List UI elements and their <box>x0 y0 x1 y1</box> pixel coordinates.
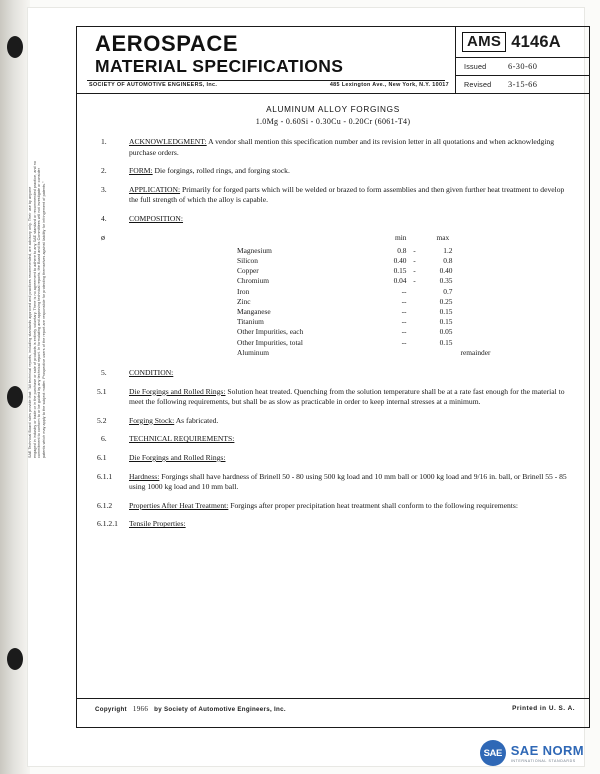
sae-norm-watermark <box>480 740 584 766</box>
table-row <box>237 297 490 307</box>
composition-dash <box>407 348 423 358</box>
composition-col-note <box>453 233 491 246</box>
clause-heading: Properties After Heat Treatment: <box>129 500 229 510</box>
hole-punch-top <box>7 36 23 58</box>
clause-number: 2. <box>101 166 107 176</box>
composition-min: -- <box>401 306 407 316</box>
composition-max: 0.7 <box>443 286 453 296</box>
revised-date: 3-15-66 <box>508 79 538 89</box>
composition-note <box>453 276 491 286</box>
composition-col-spacer <box>407 233 423 246</box>
composition-dash <box>407 297 423 307</box>
revised-label: Revised <box>464 79 492 89</box>
clause-text: Die forgings, rolled rings, and forging stock. <box>154 166 290 176</box>
composition-max: 0.15 <box>439 317 453 327</box>
composition-col-min: min <box>395 232 407 242</box>
clause-number: 4. <box>101 213 107 223</box>
composition-element: Iron <box>237 286 250 296</box>
composition-dash <box>407 317 423 327</box>
composition-dash: - <box>413 245 416 255</box>
clause-heading: FORM: <box>129 166 153 176</box>
watermark-tagline: INTERNATIONAL STANDARDS <box>510 758 576 763</box>
masthead-left <box>77 27 455 93</box>
printed-in-line: Printed in U. S. A. <box>512 705 575 712</box>
clause-text: As fabricated. <box>175 415 219 425</box>
watermark-text-stack <box>511 744 584 763</box>
composition-element: Chromium <box>237 276 270 286</box>
copyright-word: Copyright <box>95 706 127 713</box>
clause-die-forgings-rolled-rings <box>77 387 589 408</box>
clause-technical-requirements <box>77 434 589 445</box>
society-name: SOCIETY OF AUTOMOTIVE ENGINEERS, Inc. <box>89 82 218 88</box>
composition-max: 0.15 <box>439 306 453 316</box>
composition-max: 1.2 <box>443 245 453 255</box>
composition-col-max: max <box>436 232 450 242</box>
margin-legal-line: SAE Technical Board rules provide that: "All technical reports, including standards approved and practices recommended, are advisory only. Their use by anyone <box>28 186 32 458</box>
composition-min: 0.15 <box>393 266 407 276</box>
composition-dash <box>407 307 423 317</box>
hole-punch-middle <box>7 386 23 408</box>
masthead-title-aerospace: AEROSPACE <box>95 31 239 56</box>
composition-max: 0.40 <box>439 266 453 276</box>
composition-min: -- <box>401 337 407 347</box>
clause-heading: Hardness: <box>129 471 160 481</box>
composition-max <box>423 348 453 358</box>
composition-min: 0.8 <box>397 245 407 255</box>
copyright-line <box>95 705 286 713</box>
copyright-owner: by Society of Automotive Engineers, Inc. <box>154 706 286 713</box>
margin-legal-line: commitment to conform to or be guided by any technical report. In formulating and approving technical reports, the Board and its Committees will not investigate or consider <box>37 167 42 458</box>
hole-punch-bottom <box>7 648 23 670</box>
revised-date-row <box>456 75 590 93</box>
clause-number: 6. <box>101 434 107 444</box>
clause-text: A vendor shall mention this specification number and its revision letter in all quotations and when acknowledging purchase orders. <box>129 137 555 157</box>
clause-number: 6.1 <box>97 452 107 462</box>
form-border <box>76 26 590 728</box>
composition-dash: - <box>413 266 416 276</box>
composition-min: -- <box>401 327 407 337</box>
clause-heading: Die Forgings and Rolled Rings: <box>129 386 226 396</box>
clause-application <box>77 185 589 206</box>
table-row <box>237 317 490 327</box>
clause-hardness <box>77 472 589 493</box>
table-row <box>237 256 490 266</box>
composition-element: Silicon <box>237 255 258 265</box>
table-row <box>237 266 490 276</box>
sae-logo-icon: SAE <box>480 740 506 766</box>
composition-note <box>453 338 491 348</box>
composition-min: -- <box>401 296 407 306</box>
table-row <box>237 338 490 348</box>
clause-form <box>77 166 589 177</box>
spec-number: 4146A <box>511 32 561 51</box>
society-address: 485 Lexington Ave., New York, N.Y. 10017 <box>329 82 449 88</box>
composition-max: 0.15 <box>439 337 453 347</box>
composition-note <box>453 266 491 276</box>
masthead-rule <box>87 80 445 81</box>
composition-element: Magnesium <box>237 245 272 255</box>
composition-note <box>453 246 491 256</box>
composition-header-row <box>237 233 490 246</box>
table-row <box>237 327 490 337</box>
masthead-right <box>455 27 590 93</box>
clause-condition <box>77 368 589 379</box>
composition-element: Other Impurities, total <box>237 337 303 347</box>
composition-min: 0.40 <box>393 255 407 265</box>
clause-heading: Tensile Properties: <box>129 519 186 529</box>
clause-text: Forgings shall have hardness of Brinell 50 - 80 using 500 kg load and 10 mm ball or 1000 kg load and 9/16 in. ball, or Brinell 55 - 85 using 1000 kg load and 10 mm ball. <box>129 471 567 492</box>
clause-composition <box>77 214 589 225</box>
society-line <box>89 82 449 88</box>
clause-number: 1. <box>101 137 107 146</box>
clause-acknowledgment <box>77 137 589 158</box>
clause-heading: ACKNOWLEDGMENT: <box>129 137 207 146</box>
document-subtitle: 1.0Mg - 0.60Si - 0.30Cu - 0.20Cr (6061-T4) <box>255 117 411 126</box>
composition-max: 0.25 <box>439 296 453 306</box>
clause-text: Primarily for forged parts which will be welded or brazed to form assemblies and then given further heat treatment to develop the full strength of which the alloy is capable. <box>129 184 565 205</box>
composition-note <box>453 327 491 337</box>
table-row <box>237 287 490 297</box>
composition-element: Zinc <box>237 296 251 306</box>
clause-number: 5.2 <box>97 415 107 425</box>
table-row <box>237 276 490 286</box>
clause-number: 6.1.2.1 <box>97 519 118 529</box>
composition-min: -- <box>401 286 407 296</box>
composition-element: Copper <box>237 266 259 276</box>
clause-number: 3. <box>101 184 107 194</box>
clause-text: Forgings after proper precipitation heat treatment shall conform to the following requirements: <box>230 500 518 510</box>
composition-dash <box>407 338 423 348</box>
clause-heading: APPLICATION: <box>129 184 181 194</box>
clause-die-forgings-section <box>77 453 589 464</box>
copyright-year: 1966 <box>132 705 149 713</box>
clause-heading: TECHNICAL REQUIREMENTS: <box>129 434 235 444</box>
composition-min: -- <box>401 317 407 327</box>
composition-footnote-mark: ø <box>101 232 105 242</box>
masthead <box>77 27 589 94</box>
document-title: ALUMINUM ALLOY FORGINGS <box>266 105 400 114</box>
clause-number: 6.1.2 <box>97 500 113 510</box>
issued-date-row <box>456 57 590 75</box>
composition-dash: - <box>413 276 416 286</box>
margin-legal-notice <box>28 38 46 458</box>
composition-note <box>453 287 491 297</box>
clause-heading: CONDITION: <box>129 368 174 377</box>
clause-heading: COMPOSITION: <box>129 213 184 223</box>
composition-max: 0.8 <box>443 255 453 265</box>
masthead-title-material-specifications: MATERIAL SPECIFICATIONS <box>95 56 344 76</box>
margin-legal-line: patents which may apply to the subject matter. Prospective users of the report are responsible for protecting themselves against liability for infringement of patents." <box>41 181 46 458</box>
composition-note <box>453 297 491 307</box>
composition-dash <box>407 327 423 337</box>
composition-element: Aluminum <box>237 347 270 357</box>
document-body <box>77 137 589 538</box>
composition-dash: - <box>413 255 416 265</box>
composition-note: remainder <box>460 347 491 357</box>
clause-properties-after-heat-treatment <box>77 501 589 512</box>
margin-legal-line: engaged in industry or trade or in the purchase or sale of products is entirely voluntary. There is no agreement to adhere to any SAE standard or recommended practice, and no <box>32 161 37 458</box>
ams-badge: AMS <box>462 32 506 52</box>
clause-number: 5.1 <box>97 386 107 396</box>
composition-min: 0.04 <box>393 276 407 286</box>
composition-min <box>355 348 407 358</box>
issued-date: 6-30-60 <box>508 61 538 71</box>
clause-forging-stock <box>77 416 589 427</box>
composition-table <box>237 233 490 358</box>
clause-heading: Die Forgings and Rolled Rings: <box>129 452 226 462</box>
clause-text: Solution heat treated. Quenching from the solution temperature shall be at a rate fast enough for the material to meet the following requirements, but shall be as slow as practicable in order to keep internal stresses at a minimum. <box>129 386 565 407</box>
clause-heading: Forging Stock: <box>129 415 175 425</box>
table-row <box>237 246 490 256</box>
composition-note <box>453 307 491 317</box>
composition-max: 0.05 <box>439 327 453 337</box>
footer-rule <box>77 698 589 699</box>
spec-number-bar <box>456 27 590 58</box>
composition-max: 0.35 <box>439 276 453 286</box>
clause-tensile-properties <box>77 519 589 530</box>
clause-number: 5. <box>101 368 107 377</box>
composition-table-block <box>77 233 589 358</box>
composition-col-element <box>237 233 355 246</box>
document-sheet <box>28 8 584 766</box>
composition-element: Other Impurities, each <box>237 327 304 337</box>
clause-number: 6.1.1 <box>97 471 113 481</box>
table-row <box>237 307 490 317</box>
composition-note <box>453 256 491 266</box>
issued-label: Issued <box>464 61 487 71</box>
watermark-name: SAE NORM <box>510 742 584 758</box>
composition-element: Titanium <box>237 317 264 327</box>
table-row <box>237 348 490 358</box>
composition-note <box>453 317 491 327</box>
composition-element: Manganese <box>237 306 271 316</box>
composition-dash <box>407 287 423 297</box>
